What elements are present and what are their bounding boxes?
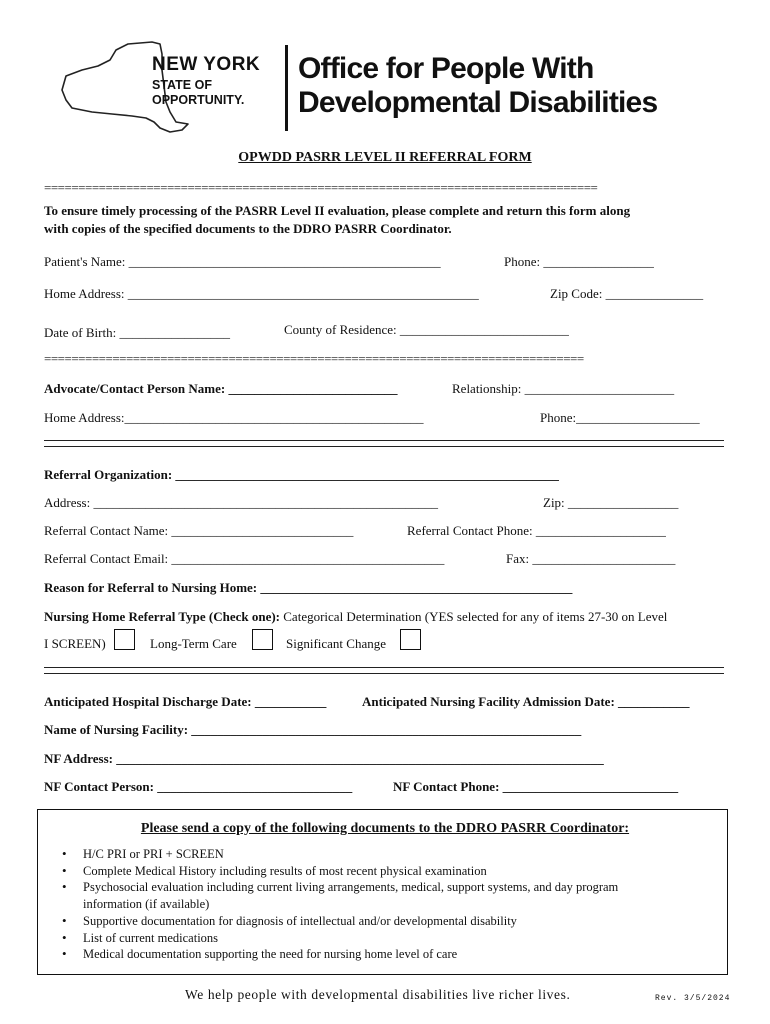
agency-name-line-1: Office for People With — [298, 52, 594, 85]
advocate-name-field[interactable]: Advocate/Contact Person Name: __________________________ — [44, 381, 398, 396]
patient-zip-field[interactable]: Zip Code: _______________ — [550, 286, 704, 301]
ny-logo-subtitle-1: STATE OF — [152, 78, 212, 92]
nf-admission-date-field[interactable]: Anticipated Nursing Facility Admission Date: ___________ — [362, 694, 690, 709]
list-item: • H/C PRI or PRI + SCREEN — [59, 846, 659, 863]
agency-name-line-2: Developmental Disabilities — [298, 86, 658, 119]
referral-contact-phone-field[interactable]: Referral Contact Phone: ____________________ — [407, 523, 666, 538]
double-rule — [44, 440, 724, 447]
intro-line-1: To ensure timely processing of the PASRR Level II evaluation, please complete and return this form along — [44, 203, 631, 218]
referral-zip-field[interactable]: Zip: _________________ — [543, 495, 679, 510]
referral-address-field[interactable]: Address: _____________________________________________________ — [44, 495, 438, 510]
required-documents-list — [59, 846, 659, 963]
date-of-birth-field[interactable]: Date of Birth: _________________ — [44, 325, 230, 340]
separator-line: ================================================================================= — [44, 180, 598, 195]
long-term-care-label: Long-Term Care — [150, 636, 237, 651]
categorical-determination-text: Categorical Determination (YES selected for any of items 27-30 on Level — [280, 609, 668, 624]
list-item: • Psychosocial evaluation including current living arrangements, medical, support systems, and day program information (if available) — [59, 879, 659, 912]
county-field[interactable]: County of Residence: __________________________ — [284, 322, 569, 337]
patient-name-field[interactable]: Patient's Name: ________________________________________________ — [44, 254, 441, 269]
categorical-determination-checkbox[interactable] — [114, 629, 135, 650]
list-item: • List of current medications — [59, 930, 659, 947]
list-item: • Medical documentation supporting the need for nursing home level of care — [59, 946, 659, 963]
referral-type-row — [44, 609, 667, 625]
significant-change-label: Significant Change — [286, 636, 387, 651]
double-rule — [44, 667, 724, 674]
footer-tagline: We help people with developmental disabilities live richer lives. — [185, 987, 571, 1002]
referral-contact-email-field[interactable]: Referral Contact Email: __________________________________________ — [44, 551, 445, 566]
referral-reason-field[interactable]: Reason for Referral to Nursing Home: ________________________________________________ — [44, 580, 573, 595]
nf-contact-phone-field[interactable]: NF Contact Phone: ___________________________ — [393, 779, 679, 794]
patient-address-field[interactable]: Home Address: ______________________________________________________ — [44, 286, 479, 301]
nf-contact-person-field[interactable]: NF Contact Person: ______________________________ — [44, 779, 353, 794]
referral-organization-field[interactable]: Referral Organization: ___________________________________________________________ — [44, 467, 559, 482]
nf-address-field[interactable]: NF Address: ___________________________________________________________________________ — [44, 751, 604, 766]
form-title: OPWDD PASRR LEVEL II REFERRAL FORM — [238, 150, 532, 165]
ny-logo-title: NEW YORK — [152, 54, 261, 75]
categorical-option-label: I SCREEN) — [44, 636, 106, 651]
hospital-discharge-date-field[interactable]: Anticipated Hospital Discharge Date: ___________ — [44, 694, 327, 709]
referral-type-label: Nursing Home Referral Type (Check one): — [44, 609, 281, 624]
nursing-facility-name-field[interactable]: Name of Nursing Facility: ____________________________________________________________ — [44, 722, 582, 737]
ny-logo-subtitle-2: OPPORTUNITY. — [152, 93, 245, 107]
separator-line: =============================================================================== — [44, 351, 584, 366]
logo-divider — [285, 45, 288, 131]
advocate-address-field[interactable]: Home Address:______________________________________________ — [44, 410, 424, 425]
significant-change-checkbox[interactable] — [400, 629, 421, 650]
advocate-phone-field[interactable]: Phone:___________________ — [540, 410, 700, 425]
long-term-care-checkbox[interactable] — [252, 629, 273, 650]
revision-date: Rev. 3/5/2024 — [655, 994, 731, 1003]
intro-line-2: with copies of the specified documents to the DDRO PASRR Coordinator. — [44, 221, 452, 236]
advocate-relationship-field[interactable]: Relationship: _______________________ — [452, 381, 675, 396]
list-item: • Supportive documentation for diagnosis of intellectual and/or developmental disability — [59, 913, 659, 930]
patient-phone-field[interactable]: Phone: _________________ — [504, 254, 654, 269]
referral-fax-field[interactable]: Fax: ______________________ — [506, 551, 676, 566]
list-item: • Complete Medical History including results of most recent physical examination — [59, 863, 659, 880]
referral-contact-name-field[interactable]: Referral Contact Name: ____________________________ — [44, 523, 354, 538]
required-documents-heading: Please send a copy of the following documents to the DDRO PASRR Coordinator: — [140, 821, 630, 836]
